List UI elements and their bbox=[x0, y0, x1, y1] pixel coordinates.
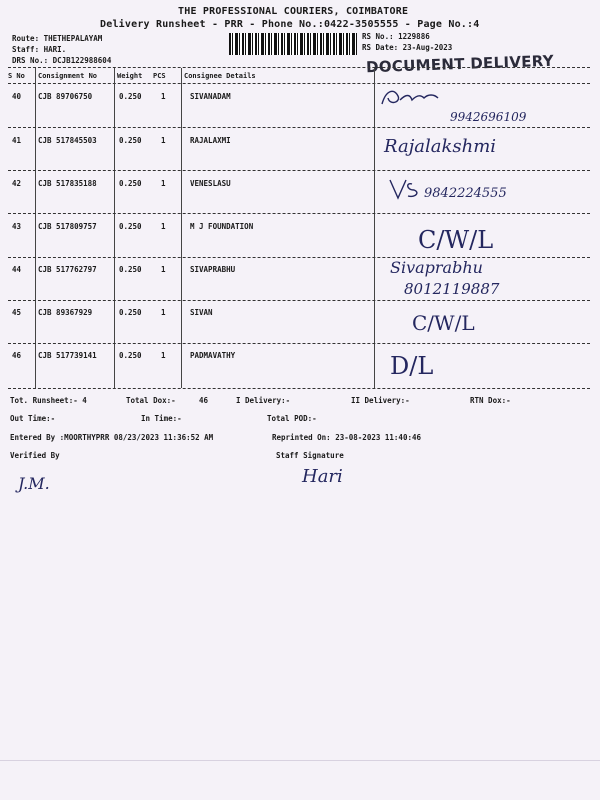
row-weight: 0.250 bbox=[119, 222, 142, 231]
row-pcs: 1 bbox=[161, 222, 166, 231]
row-sno: 40 bbox=[12, 92, 22, 101]
drs-line bbox=[12, 56, 111, 65]
rs-date-line bbox=[362, 43, 452, 52]
in-time: In Time:- bbox=[141, 414, 182, 423]
row-consignment: CJB 517762797 bbox=[38, 265, 97, 274]
row-sno: 46 bbox=[12, 351, 22, 360]
verified-signature: J.M. bbox=[18, 474, 50, 493]
entered-by: Entered By :MOORTHYPRR 08/23/2023 11:36:52 AM bbox=[10, 433, 214, 442]
row-consignee: RAJALAXMI bbox=[190, 136, 231, 145]
tot-runsheet: Tot. Runsheet:- 4 bbox=[10, 396, 87, 405]
staff-line bbox=[12, 45, 66, 54]
row-consignment: CJB 517739141 bbox=[38, 351, 97, 360]
row-sno: 45 bbox=[12, 308, 22, 317]
row-consignee: PADMAVATHY bbox=[190, 351, 236, 360]
row-consignment: CJB 89367929 bbox=[38, 308, 93, 317]
row-weight: 0.250 bbox=[119, 308, 142, 317]
row-divider bbox=[8, 127, 590, 128]
row-sno: 41 bbox=[12, 136, 22, 145]
recipient-signature bbox=[386, 176, 426, 202]
barcode bbox=[229, 33, 357, 55]
col-consignment: Consignment No bbox=[38, 72, 98, 80]
row-pcs: 1 bbox=[161, 308, 166, 317]
total-dox-label: Total Dox:- bbox=[126, 396, 176, 405]
route-label: Route: bbox=[12, 34, 40, 43]
recipient-signature bbox=[376, 84, 446, 114]
table-header-rule bbox=[8, 83, 590, 84]
row-consignment: CJB 517835188 bbox=[38, 179, 97, 188]
col-consignee: Consignee Details bbox=[184, 72, 256, 80]
row-sno: 42 bbox=[12, 179, 22, 188]
total-dox-value: 46 bbox=[199, 396, 209, 405]
ii-delivery: II Delivery:- bbox=[351, 396, 410, 405]
row-divider bbox=[8, 213, 590, 214]
drs-label: DRS No.: bbox=[12, 56, 49, 65]
row-pcs: 1 bbox=[161, 265, 166, 274]
recipient-phone: 8012119887 bbox=[404, 280, 500, 298]
row-consignee: M J FOUNDATION bbox=[190, 222, 254, 231]
row-consignee: VENESLASU bbox=[190, 179, 231, 188]
col-sno: S No bbox=[8, 72, 25, 80]
column-divider bbox=[35, 68, 36, 388]
staff-value: HARI. bbox=[43, 45, 67, 54]
col-pcs: PCS bbox=[153, 72, 166, 80]
row-weight: 0.250 bbox=[119, 179, 142, 188]
recipient-phone: 9942696109 bbox=[450, 110, 527, 124]
company-title: THE PROFESSIONAL COURIERS, COIMBATORE bbox=[178, 6, 409, 17]
recipient-signature: Sivaprabhu bbox=[390, 258, 483, 277]
row-divider bbox=[8, 257, 590, 258]
row-weight: 0.250 bbox=[119, 351, 142, 360]
row-pcs: 1 bbox=[161, 136, 166, 145]
col-weight: Weight bbox=[117, 72, 143, 80]
row-sno: 44 bbox=[12, 265, 22, 274]
column-divider bbox=[374, 68, 375, 388]
rs-date-value: 23-Aug-2023 bbox=[402, 43, 453, 52]
scan-edge-divider bbox=[0, 760, 600, 761]
verified-by-label: Verified By bbox=[10, 451, 60, 460]
delivery-mark: C/W/L bbox=[418, 226, 494, 254]
row-consignment: CJB 517845503 bbox=[38, 136, 97, 145]
i-delivery: I Delivery:- bbox=[236, 396, 291, 405]
staff-signature: Hari bbox=[302, 466, 343, 487]
rs-date-label: RS Date: bbox=[362, 43, 399, 52]
table-bottom-rule bbox=[8, 388, 590, 389]
reprinted-on: Reprinted On: 23-08-2023 11:40:46 bbox=[272, 433, 422, 442]
row-weight: 0.250 bbox=[119, 265, 142, 274]
recipient-phone: 9842224555 bbox=[424, 186, 507, 201]
out-time: Out Time:- bbox=[10, 414, 56, 423]
table-top-rule bbox=[8, 67, 590, 68]
route-line bbox=[12, 34, 102, 43]
rs-no-label: RS No.: bbox=[362, 32, 394, 41]
staff-signature-label: Staff Signature bbox=[276, 451, 344, 460]
row-consignment: CJB 89706750 bbox=[38, 92, 93, 101]
row-weight: 0.250 bbox=[119, 92, 142, 101]
row-consignment: CJB 517809757 bbox=[38, 222, 97, 231]
staff-label: Staff: bbox=[12, 45, 40, 54]
row-consignee: SIVAN bbox=[190, 308, 213, 317]
column-divider bbox=[181, 68, 182, 388]
row-pcs: 1 bbox=[161, 92, 166, 101]
row-weight: 0.250 bbox=[119, 136, 142, 145]
rs-no-line bbox=[362, 32, 430, 41]
row-consignee: SIVAPRABHU bbox=[190, 265, 236, 274]
rs-no-value: 1229886 bbox=[398, 32, 430, 41]
row-divider bbox=[8, 343, 590, 344]
row-pcs: 1 bbox=[161, 351, 166, 360]
drs-value: DCJB122988604 bbox=[52, 56, 112, 65]
runsheet-subtitle: Delivery Runsheet - PRR - Phone No.:0422-3505555 - Page No.:4 bbox=[100, 19, 480, 30]
row-pcs: 1 bbox=[161, 179, 166, 188]
route-value: THETHEPALAYAM bbox=[43, 34, 103, 43]
rtn-dox: RTN Dox:- bbox=[470, 396, 511, 405]
row-divider bbox=[8, 300, 590, 301]
total-pod: Total POD:- bbox=[267, 414, 317, 423]
row-consignee: SIVANADAM bbox=[190, 92, 231, 101]
delivery-mark: D/L bbox=[390, 352, 434, 380]
delivery-mark: C/W/L bbox=[412, 311, 475, 335]
recipient-signature: Rajalakshmi bbox=[384, 136, 497, 157]
row-sno: 43 bbox=[12, 222, 22, 231]
column-divider bbox=[114, 68, 115, 388]
document-delivery-stamp: DOCUMENT DELIVERY bbox=[365, 51, 555, 77]
row-divider bbox=[8, 170, 590, 171]
